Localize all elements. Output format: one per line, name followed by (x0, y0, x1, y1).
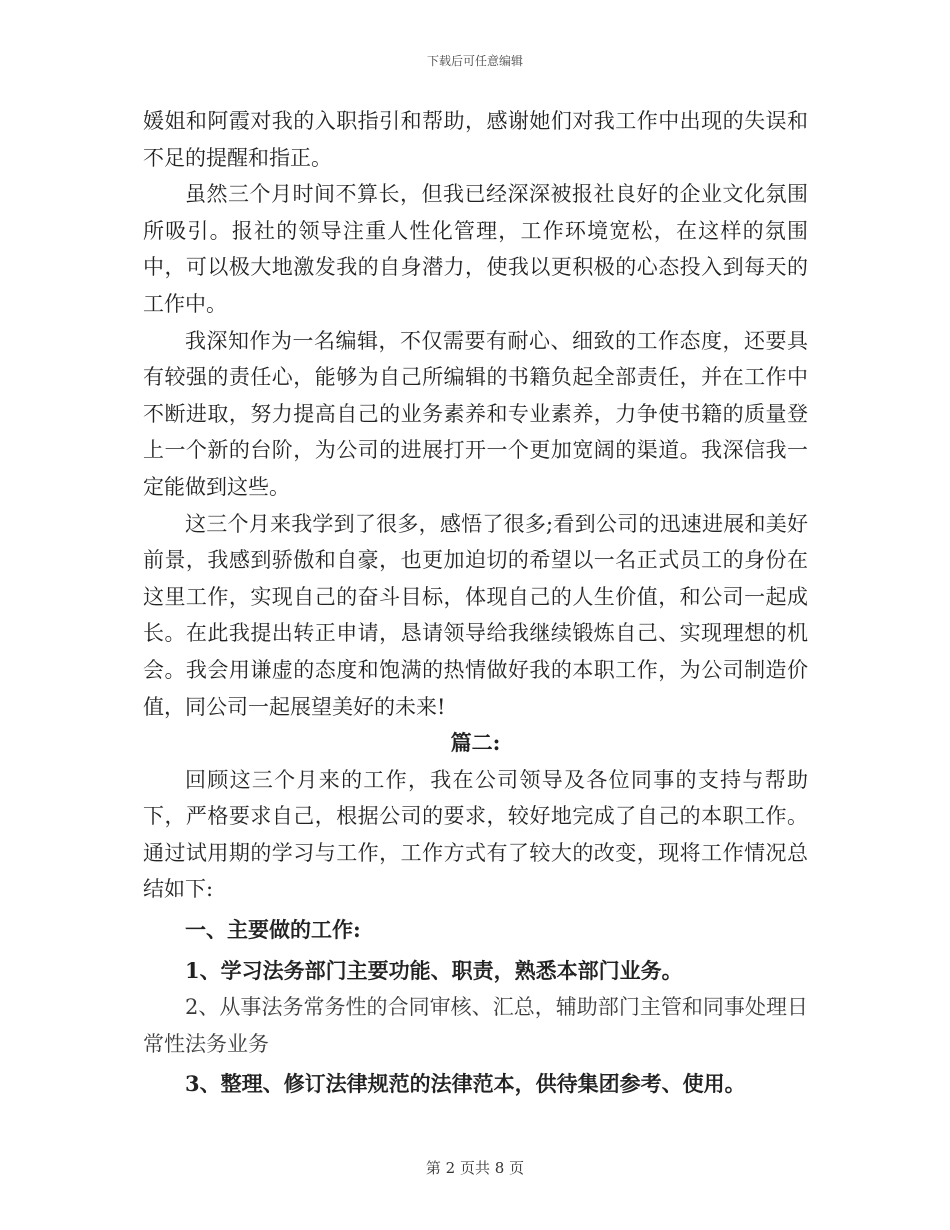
paragraph-2: 虽然三个月时间不算长，但我已经深深被报社良好的企业文化氛围所吸引。报社的领导注重人性化管理，工作环境宽松，在这样的氛围中，可以极大地激发我的自身潜力，使我以更积极的心态投入到每天的工作中。 (143, 182, 808, 316)
list-item-2: 2、从事法务常务性的合同审核、汇总，辅助部门主管和同事处理日常性法务业务 (143, 995, 808, 1056)
page-header: 下载后可任意编辑 (426, 54, 523, 68)
paragraph-1: 媛姐和阿霞对我的入职指引和帮助，感谢她们对我工作中出现的失误和不足的提醒和指正。 (143, 109, 808, 170)
paragraph-3: 我深知作为一名编辑，不仅需要有耐心、细致的工作态度，还要具有较强的责任心，能够为自己所编辑的书籍负起全部责任，并在工作中不断进取，努力提高自己的业务素养和专业素养，力争使书籍的质量登上一个新的台阶，为公司的进展打开一个更加宽阔的渠道。我深信我一定能做到这些。 (143, 328, 808, 499)
section-heading-main-work: 一、主要做的工作: (185, 917, 361, 943)
list-item-1: 1、学习法务部门主要功能、职责，熟悉本部门业务。 (185, 957, 683, 983)
paragraph-4: 这三个月来我学到了很多，感悟了很多;看到公司的迅速进展和美好前景，我感到骄傲和自豪，也更加迫切的希望以一名正式员工的身份在这里工作，实现自己的奋斗目标，体现自己的人生价值，和公司一起成长。在此我提出转正申请，恳请领导给我继续锻炼自己、实现理想的机会。我会用谦虚的态度和饱满的热情做好我的本职工作，为公司制造价值，同公司一起展望美好的未来! (143, 511, 808, 719)
section-heading-part-two: 篇二: (450, 730, 501, 756)
paragraph-5: 回顾这三个月来的工作，我在公司领导及各位同事的支持与帮助下，严格要求自己，根据公司的要求，较好地完成了自己的本职工作。通过试用期的学习与工作，工作方式有了较大的改变，现将工作情况总结如下: (143, 767, 808, 902)
document-body (143, 103, 808, 1103)
list-item-3: 3、整理、修订法律规范的法律范本，供待集团参考、使用。 (185, 1071, 746, 1097)
page-footer: 第 2 页共 8 页 (425, 1159, 525, 1177)
